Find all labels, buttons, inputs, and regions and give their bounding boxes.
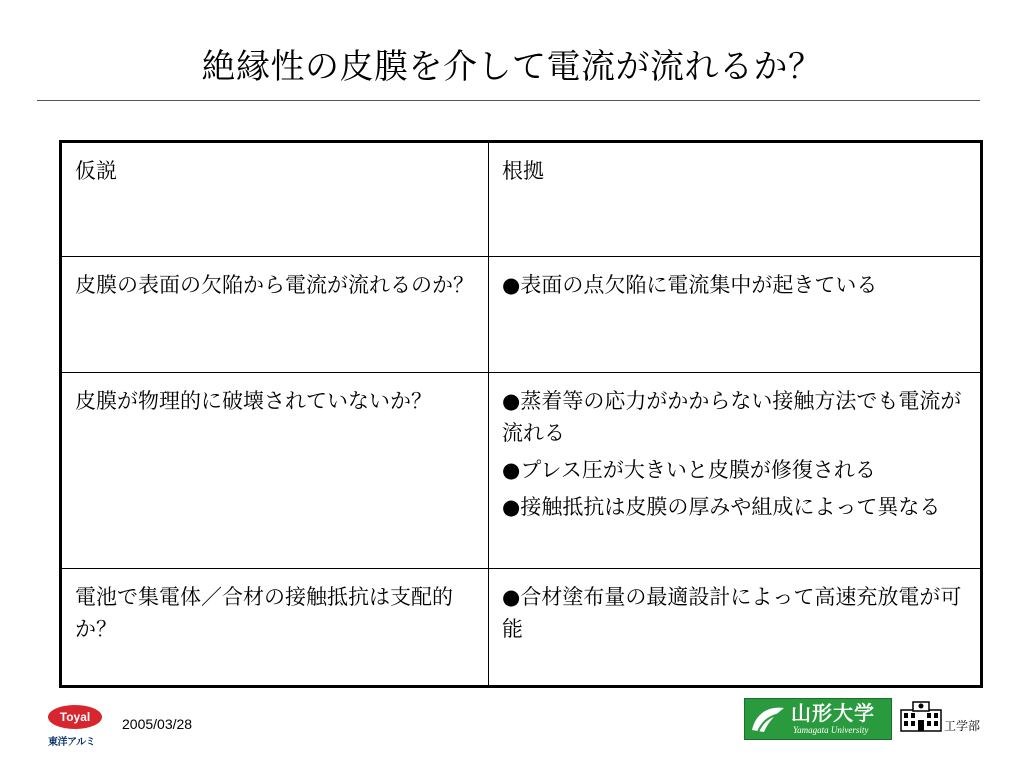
yamagata-logo-en: Yamagata University [793, 725, 869, 735]
hypothesis-cell: 皮膜の表面の欠陥から電流が流れるのか？ [61, 257, 489, 373]
header-basis-cell: 根拠 [489, 142, 982, 257]
basis-cell [489, 257, 982, 373]
hypothesis-cell: 電池で集電体／合材の接触抵抗は支配的か？ [61, 569, 489, 687]
slide-title: 絶縁性の皮膜を介して電流が流れるか？ [201, 47, 823, 87]
basis-bullet: ●合材塗布量の最適設計によって高速充放電が可能 [502, 585, 962, 641]
building-icon [900, 698, 942, 732]
faculty-label: 工学部 [944, 719, 981, 733]
hypothesis-cell: 皮膜が物理的に破壊されていないか？ [61, 373, 489, 569]
basis-bullet: ●プレス圧が大きいと皮膜が修復される [502, 458, 876, 482]
title-divider [37, 100, 980, 101]
footer-date: 2005/03/28 [122, 716, 193, 732]
yamagata-university-logo [744, 698, 892, 740]
header-hypothesis-cell: 仮説 [61, 142, 489, 257]
basis-bullet: ●接触抵抗は皮膜の厚みや組成によって異なる [502, 495, 941, 519]
table-header-row [61, 142, 982, 257]
basis-cell [489, 373, 982, 569]
toyal-logo [46, 703, 104, 749]
table-row [61, 569, 982, 687]
table-row [61, 373, 982, 569]
toyal-logo-subtext: 東洋アルミ [48, 737, 96, 748]
yamagata-leaf-icon [748, 702, 788, 736]
yamagata-logo-jp: 山形大学 [791, 701, 875, 725]
table-row [61, 257, 982, 373]
hypothesis-table [59, 140, 983, 688]
basis-bullet: ●表面の点欠陥に電流集中が起きている [502, 273, 878, 297]
basis-bullet: ●蒸着等の応力がかからない接触方法でも電流が流れる [502, 389, 962, 445]
basis-cell [489, 569, 982, 687]
toyal-logo-oval: Toyal [48, 705, 102, 729]
